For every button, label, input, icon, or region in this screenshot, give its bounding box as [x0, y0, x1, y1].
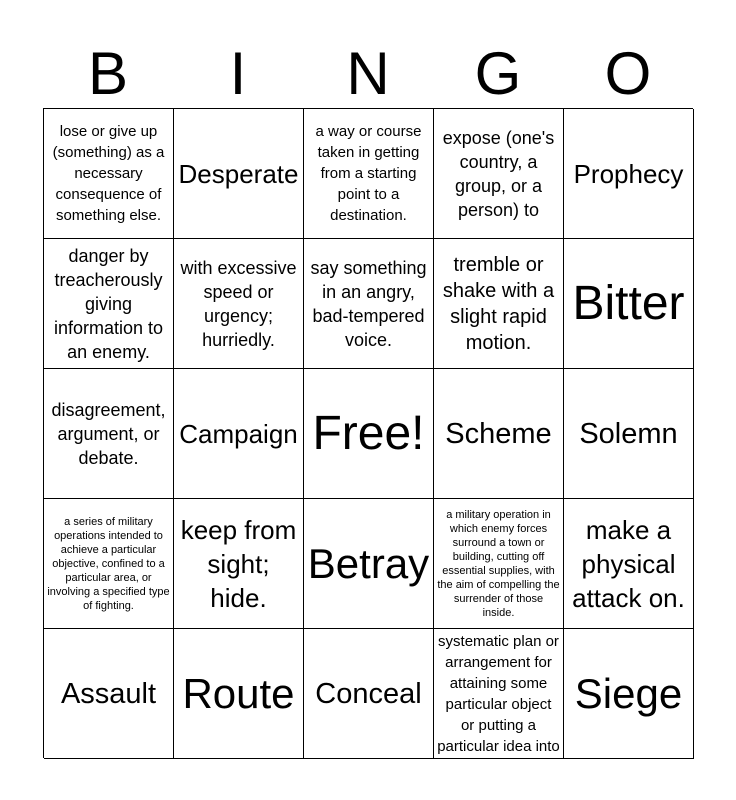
bingo-cell-r2c1[interactable]: danger by treacherously giving information to an enemy.	[44, 239, 174, 369]
bingo-cell-r5c3[interactable]: Conceal	[304, 629, 434, 759]
bingo-cell-r3c4[interactable]: Scheme	[434, 369, 564, 499]
bingo-cell-r3c5[interactable]: Solemn	[564, 369, 694, 499]
bingo-header	[43, 40, 693, 108]
bingo-cell-r4c3[interactable]: Betray	[304, 499, 434, 629]
bingo-cell-r1c5[interactable]: Prophecy	[564, 109, 694, 239]
header-letter-g: G	[474, 40, 522, 107]
bingo-cell-r2c3[interactable]: say something in an angry, bad-tempered voice.	[304, 239, 434, 369]
bingo-cell-r2c2[interactable]: with excessive speed or urgency; hurriedly.	[174, 239, 304, 369]
bingo-cell-r2c5[interactable]: Bitter	[564, 239, 694, 369]
bingo-cell-r1c3[interactable]: a way or course taken in getting from a starting point to a destination.	[304, 109, 434, 239]
bingo-board	[43, 108, 693, 758]
bingo-cell-r1c1[interactable]: lose or give up (something) as a necessary consequence of something else.	[44, 109, 174, 239]
bingo-cell-r4c1[interactable]: a series of military operations intended to achieve a particular objective, confined to a particular area, or involving a specified type of fighting.	[44, 499, 174, 629]
bingo-cell-r1c2[interactable]: Desperate	[174, 109, 304, 239]
bingo-cell-r4c4[interactable]: a military operation in which enemy forces surround a town or building, cutting off essential supplies, with the aim of compelling the surrender of those inside.	[434, 499, 564, 629]
bingo-cell-r5c5[interactable]: Siege	[564, 629, 694, 759]
bingo-cell-r5c1[interactable]: Assault	[44, 629, 174, 759]
bingo-cell-r2c4[interactable]: tremble or shake with a slight rapid motion.	[434, 239, 564, 369]
bingo-cell-r1c4[interactable]: expose (one's country, a group, or a person) to	[434, 109, 564, 239]
header-letter-i: I	[229, 40, 247, 107]
bingo-cell-r3c3-free[interactable]: Free!	[304, 369, 434, 499]
header-letter-n: N	[346, 40, 390, 107]
bingo-cell-r4c5[interactable]: make a physical attack on.	[564, 499, 694, 629]
bingo-cell-r4c2[interactable]: keep from sight; hide.	[174, 499, 304, 629]
bingo-cell-r5c2[interactable]: Route	[174, 629, 304, 759]
bingo-cell-r5c4[interactable]: systematic plan or arrangement for attaining some particular object or putting a particular idea into	[434, 629, 564, 759]
header-letter-o: O	[604, 40, 652, 107]
header-letter-b: B	[87, 40, 129, 107]
bingo-cell-r3c1[interactable]: disagreement, argument, or debate.	[44, 369, 174, 499]
bingo-cell-r3c2[interactable]: Campaign	[174, 369, 304, 499]
